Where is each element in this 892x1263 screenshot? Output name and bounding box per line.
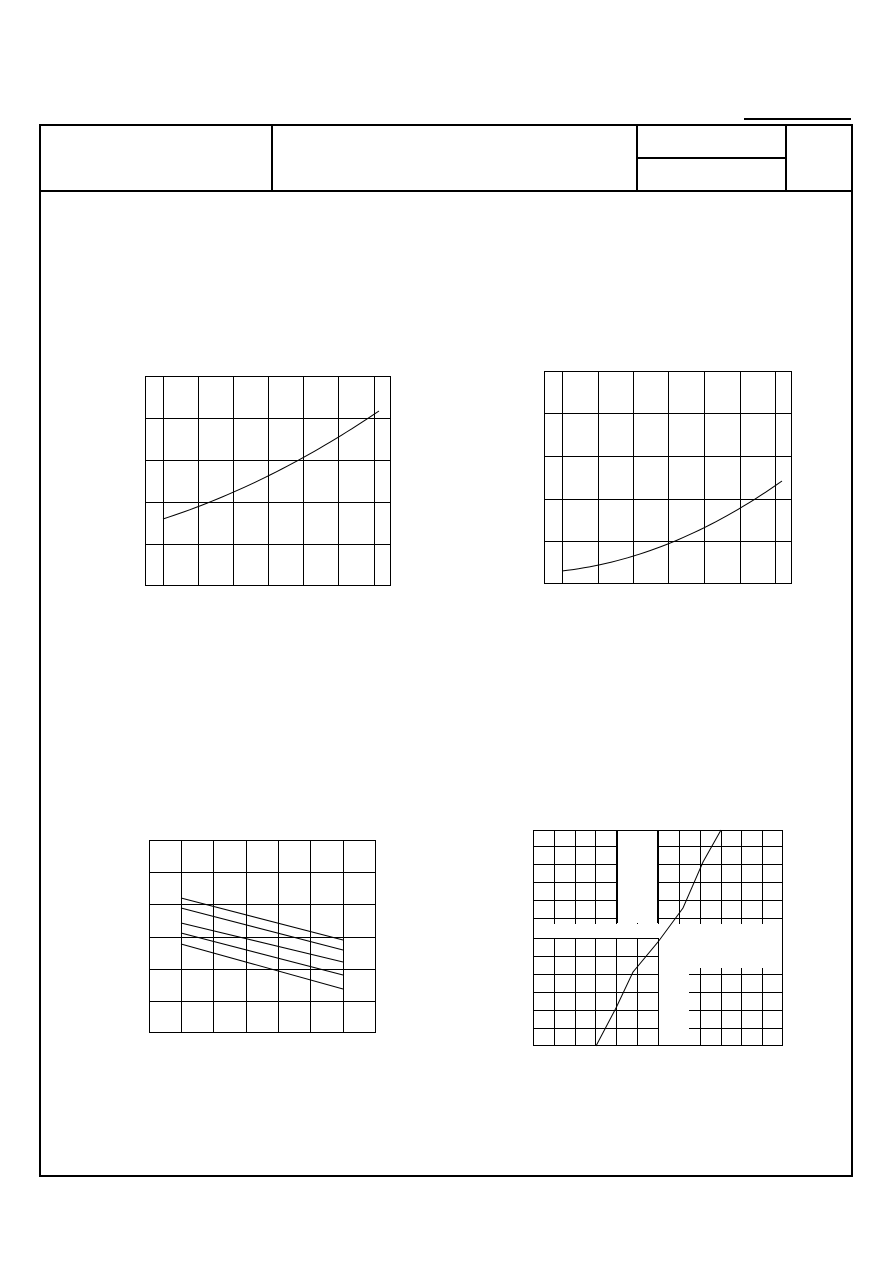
blank-band [534, 924, 783, 938]
sheet-cell [787, 126, 849, 190]
blank-panel-lower-left [659, 968, 689, 1045]
graph-bottom-left [149, 840, 376, 1033]
graph-top-left [145, 376, 391, 586]
series-line-4 [181, 933, 343, 975]
series-line-1 [562, 481, 782, 571]
blank-panel-lower-top [659, 938, 783, 968]
title-block-divider [39, 190, 853, 192]
graph-top-right [544, 371, 792, 584]
drawing-no-cell [638, 126, 785, 157]
top-rule-line [744, 118, 851, 120]
company-cell [41, 126, 271, 190]
plot-border [150, 841, 376, 1033]
graph-bottom-right [533, 830, 783, 1046]
blank-panel-upper [617, 831, 657, 923]
series-line-5 [181, 944, 343, 989]
revision-cell [638, 159, 785, 190]
title-cell [273, 126, 636, 190]
